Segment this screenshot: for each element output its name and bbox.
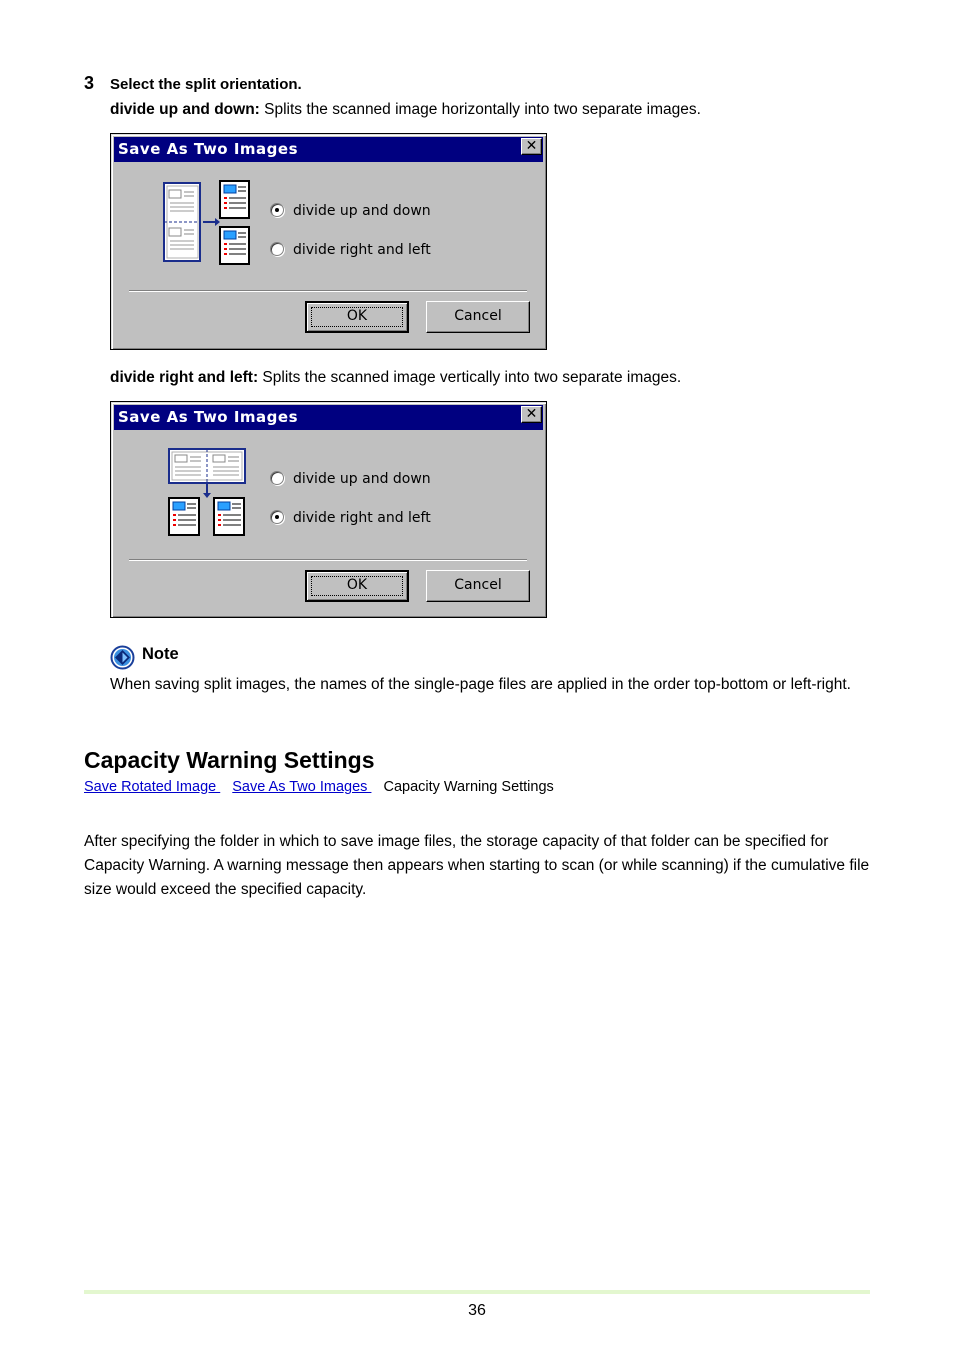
radio-rightleft-unselected-icon[interactable]	[270, 242, 284, 256]
dialog-titlebar	[114, 137, 543, 162]
cancel-label: Cancel	[454, 577, 502, 593]
term-updown: divide up and down:	[110, 101, 260, 118]
close-button[interactable]	[521, 138, 542, 155]
dialog-separator	[129, 290, 527, 292]
radio-updown-label: divide up and down	[293, 471, 431, 487]
breadcrumb-current: Capacity Warning Settings	[383, 779, 554, 795]
radio-rightleft-label: divide right and left	[293, 242, 431, 258]
save-as-two-images-dialog-updown	[110, 133, 547, 350]
close-icon: ✕	[525, 406, 538, 422]
ok-button[interactable]	[305, 301, 409, 333]
desc-rightleft	[110, 366, 890, 390]
dialog-titlebar	[114, 405, 543, 430]
desc-rightleft-text: Splits the scanned image vertically into two separate images.	[258, 369, 682, 386]
step-number: 3	[84, 73, 95, 93]
cancel-button[interactable]	[426, 570, 530, 602]
cancel-label: Cancel	[454, 308, 502, 324]
focus-rect	[311, 576, 403, 596]
radio-updown-label: divide up and down	[293, 203, 431, 219]
ok-label: OK	[346, 577, 368, 593]
dialog-separator	[129, 559, 527, 561]
breadcrumb	[84, 779, 554, 795]
save-as-two-images-dialog-rightleft	[110, 401, 547, 618]
radio-rightleft-selected-icon[interactable]	[270, 510, 284, 524]
section-heading: Capacity Warning Settings	[84, 747, 375, 773]
ok-label: OK	[346, 308, 368, 324]
split-updown-illustration-icon	[161, 178, 256, 268]
desc-updown-text: Splits the scanned image horizontally into two separate images.	[259, 101, 701, 118]
ok-button[interactable]	[305, 570, 409, 602]
close-button[interactable]	[521, 406, 542, 423]
step-title: Select the split orientation.	[110, 76, 302, 93]
note-icon	[110, 645, 135, 670]
capacity-body: After specifying the folder in which to save image files, the storage capacity of that folder can be specified for Capacity Warning. A warning message then appears when starting to scan (or while scanning) if the cumulative file size would exceed the specified capacity.	[84, 833, 870, 898]
cancel-button[interactable]	[426, 301, 530, 333]
radio-updown-selected-icon[interactable]	[270, 203, 284, 217]
breadcrumb-link-save-as-two-images[interactable]: Save As Two Images	[232, 779, 372, 795]
dialog-title: Save As Two Images	[118, 140, 298, 158]
note-text: When saving split images, the names of the single-page files are applied in the order top-bottom or left-right.	[110, 676, 851, 693]
close-icon: ✕	[525, 138, 538, 154]
desc-updown	[110, 98, 890, 122]
breadcrumb-link-save-rotated-image[interactable]: Save Rotated Image	[84, 779, 221, 795]
footer-rule	[84, 1290, 870, 1294]
page-number: 36	[468, 1302, 486, 1319]
note-title: Note	[142, 645, 179, 663]
term-rightleft: divide right and left:	[110, 369, 259, 386]
radio-updown-unselected-icon[interactable]	[270, 471, 284, 485]
radio-rightleft-label: divide right and left	[293, 510, 431, 526]
split-rightleft-illustration-icon	[165, 446, 250, 541]
focus-rect	[311, 307, 403, 327]
dialog-title: Save As Two Images	[118, 408, 298, 426]
